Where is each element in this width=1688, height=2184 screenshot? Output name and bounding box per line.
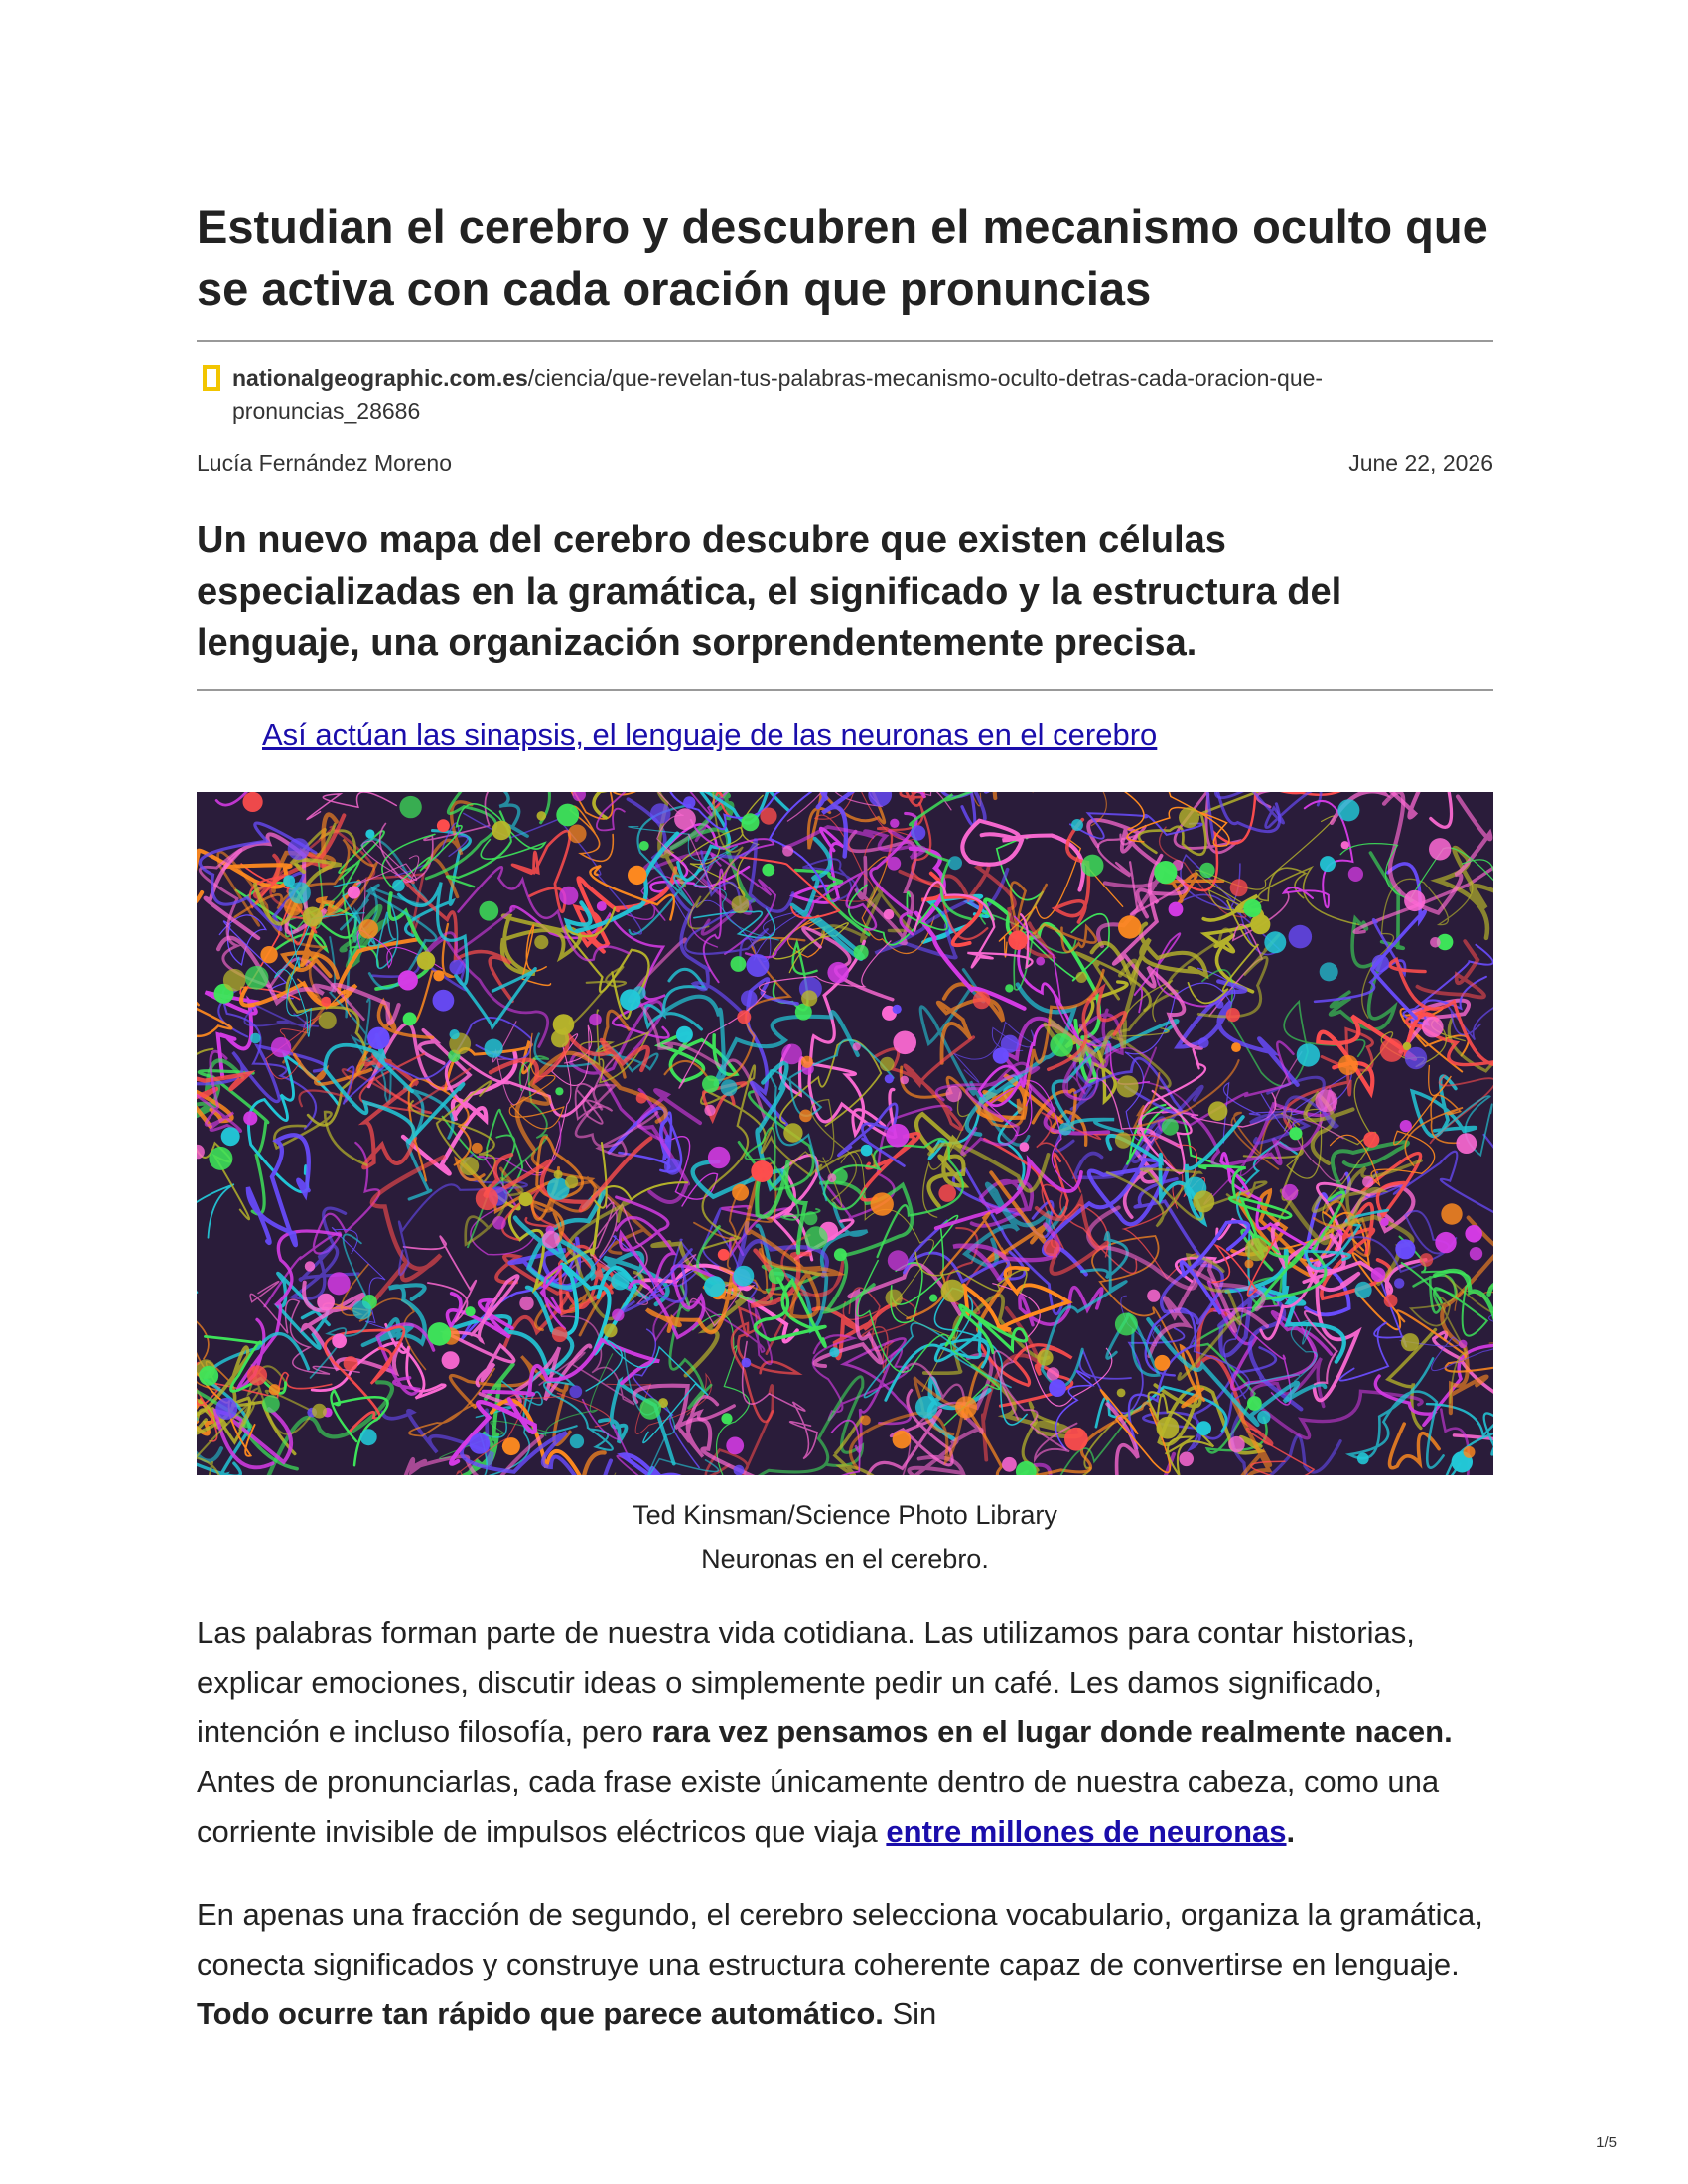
image-credit: Ted Kinsman/Science Photo Library	[633, 1500, 1057, 1530]
paragraph-1	[197, 1608, 1493, 1856]
neurons-link[interactable]: entre millones de neuronas	[886, 1814, 1287, 1848]
source-line	[197, 362, 1493, 428]
paragraph-2-text-a: En apenas una fracción de segundo, el cerebro selecciona vocabulario, organiza la gramática, conecta significados y construye una estructura coherente capaz de convertirse en lenguaje.	[197, 1897, 1483, 1981]
article-page	[197, 197, 1493, 2039]
related-article	[262, 715, 1493, 754]
page-number: 1/5	[1596, 2134, 1617, 2151]
article-meta	[197, 450, 1493, 477]
paragraph-2	[197, 1890, 1493, 2039]
paragraph-1-bold: rara vez pensamos en el lugar donde realmente nacen.	[651, 1714, 1453, 1749]
author-name: Lucía Fernández Moreno	[197, 450, 452, 476]
neurons-illustration	[197, 792, 1493, 1475]
publish-date: June 22, 2026	[1348, 450, 1493, 476]
article-subtitle: Un nuevo mapa del cerebro descubre que existen células especializadas en la gramática, el significado y la estructura del lenguaje, una organización sorprendentemente precisa.	[197, 519, 1342, 664]
paragraph-2-bold: Todo ocurre tan rápido que parece automático.	[197, 1996, 884, 2031]
paragraph-1-period: .	[1286, 1814, 1296, 1848]
source-url[interactable]	[232, 362, 1493, 428]
title-divider	[197, 340, 1493, 342]
paragraph-2-text-c: Sin	[883, 1996, 937, 2031]
neurons-image	[197, 792, 1493, 1475]
source-domain: nationalgeographic.com.es	[232, 365, 528, 391]
paragraph-1-text-a: Las palabras forman parte de nuestra vida cotidiana. Las utilizamos para contar historias, explicar emociones, discutir ideas o simplemente pedir un café. Les damos significado, intención e incluso filosofía, pero	[197, 1615, 1415, 1749]
subtitle-divider	[197, 689, 1493, 691]
image-caption: Neuronas en el cerebro.	[701, 1544, 989, 1573]
source-path: /ciencia/que-revelan-tus-palabras-mecanismo-oculto-detras-cada-oracion-que-pronuncias_28686	[232, 365, 1324, 424]
related-article-link[interactable]: Así actúan las sinapsis, el lenguaje de las neuronas en el cerebro	[262, 717, 1158, 751]
article-title: Estudian el cerebro y descubren el mecanismo oculto que se activa con cada oración que pronuncias	[197, 201, 1488, 315]
national-geographic-logo-icon	[203, 365, 220, 391]
image-caption-block	[197, 1493, 1493, 1580]
paragraph-1-text-c: Antes de pronunciarlas, cada frase existe únicamente dentro de nuestra cabeza, como una corriente invisible de impulsos eléctricos que viaja	[197, 1764, 1440, 1848]
